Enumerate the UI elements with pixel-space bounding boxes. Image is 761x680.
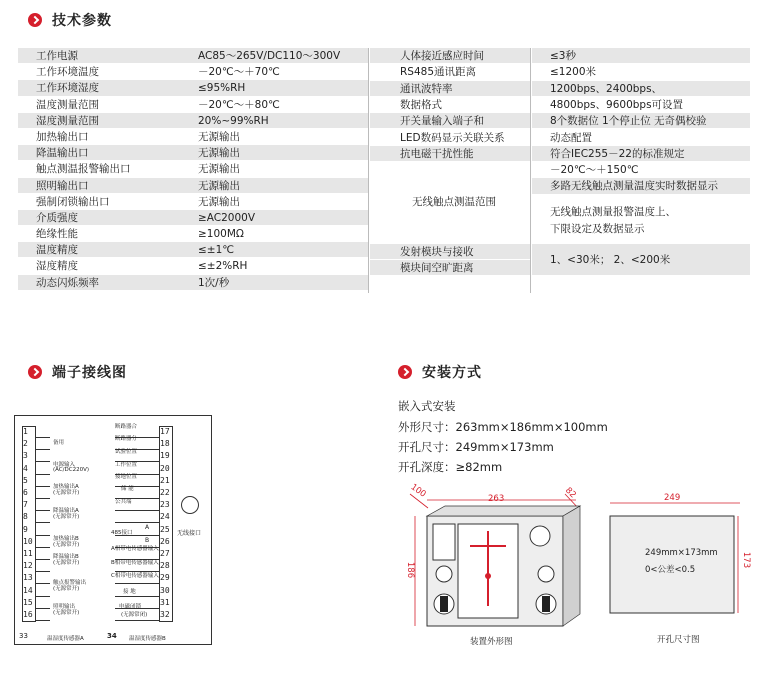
spec-value: －20℃～＋80℃	[178, 97, 368, 113]
dim-100: 100	[408, 482, 428, 500]
spec-label: 介质强度	[18, 210, 178, 226]
hole-size-label: 249mm×173mm	[645, 548, 718, 558]
terminal-line	[36, 620, 50, 621]
spec-right-label: 人体接近感应时间	[370, 48, 530, 64]
spec-right-value: 1200bps、2400bps、	[532, 81, 750, 97]
terminal-line	[36, 510, 50, 511]
terminal-num-right: 21	[160, 475, 170, 485]
terminal-num-right: 23	[160, 500, 170, 510]
caption-device: 装置外形图	[470, 637, 513, 647]
spec-right-label: 抗电磁干扰性能	[370, 146, 530, 162]
spec-value: ≤±2%RH	[178, 258, 368, 274]
chevron-right-icon	[28, 13, 42, 27]
spec-label: 照明输出口	[18, 178, 178, 194]
terminal-num-left: 15	[23, 597, 33, 607]
spec-value: 无源输出	[178, 161, 368, 177]
spec-table	[18, 48, 750, 293]
chevron-right-icon	[398, 365, 412, 379]
terminal-label-left: (无源常开)	[53, 514, 80, 520]
spec-label: 湿度测量范围	[18, 113, 178, 129]
spec-right-value: －20℃～＋150℃	[532, 162, 750, 178]
spec-right-label: RS485通讯距离	[370, 64, 530, 80]
terminal-num-right: 29	[160, 573, 170, 583]
terminal-label-right: 电磁闭锁	[119, 604, 142, 610]
terminal-num-left: 4	[23, 463, 28, 473]
terminal-label-left: (无源常开)	[53, 542, 80, 548]
terminal-num-right: 22	[160, 488, 170, 497]
terminal-line	[115, 596, 159, 597]
terminal-num-left: 1	[23, 427, 28, 436]
wireless-port-label: 无线接口	[177, 530, 202, 537]
terminal-label-right: 公共端	[115, 499, 132, 505]
hole-size-text: 开孔尺寸：249mm×173mm	[398, 440, 554, 454]
dim-249: 249	[664, 493, 681, 503]
terminal-label-right: 接 地	[123, 589, 136, 595]
spec-right-label: LED数码显示关联关系	[370, 130, 530, 146]
spec-value: 无源输出	[178, 194, 368, 210]
terminal-label-left: 加热输出A	[53, 484, 79, 490]
terminal-label-left: (无源常开)	[53, 586, 80, 592]
spec-divider	[368, 48, 369, 293]
spec-right-label: 发射模块与接收	[370, 244, 530, 260]
terminal-line	[36, 486, 50, 487]
terminal-line	[115, 583, 159, 584]
spec-value: ≤±1℃	[178, 242, 368, 258]
terminal-label-left: (无源常开)	[53, 490, 80, 496]
dim-263: 263	[488, 494, 505, 504]
terminal-num-left: 9	[23, 524, 28, 534]
terminal-num-left: 6	[23, 488, 28, 497]
terminal-line	[36, 474, 50, 475]
terminal-label-right: 断路器分	[115, 436, 138, 442]
terminal-label-left: 备用	[53, 440, 65, 446]
terminal-num-right: 26	[160, 536, 170, 546]
bottom-num-33: 33	[19, 632, 28, 640]
terminal-num-left: 3	[23, 451, 28, 461]
section-title-tech: 技术参数	[28, 10, 112, 30]
terminal-num-right: 32	[160, 610, 170, 619]
caption-hole: 开孔尺寸图	[657, 635, 700, 645]
section-title-wiring: 端子接线图	[28, 362, 127, 382]
spec-right-value: 动态配置	[532, 130, 750, 146]
tolerance-label: 0<公差<0.5	[645, 565, 696, 575]
terminal-wiring-diagram	[14, 415, 212, 645]
terminal-line	[36, 559, 50, 560]
spec-label: 温度精度	[18, 242, 178, 258]
terminal-label-left: (无源常开)	[53, 610, 80, 616]
spec-value: 无源输出	[178, 178, 368, 194]
spec-right-value: 8个数据位 1个停止位 无奇偶校验	[532, 113, 750, 129]
terminal-line	[36, 608, 50, 609]
spec-label: 加热输出口	[18, 129, 178, 145]
spec-value: AC85～265V/DC110～300V	[178, 48, 368, 64]
terminal-line	[115, 522, 159, 523]
spec-right-value: 符合IEC255－22的标准规定	[532, 146, 750, 162]
dim-173: 173	[741, 551, 752, 569]
terminal-line	[36, 535, 50, 536]
spec-right-value: 4800bps、9600bps可设置	[532, 97, 750, 113]
spec-left-values	[178, 48, 368, 291]
spec-value: 无源输出	[178, 145, 368, 161]
terminal-num-right: 19	[160, 451, 170, 461]
terminal-line	[36, 596, 50, 597]
terminal-label-right: B相带电传感器输入	[111, 560, 159, 566]
spec-right-label: 开关量输入端子和	[370, 113, 530, 129]
terminal-line	[36, 583, 50, 584]
terminal-label-left: 电源输入	[53, 462, 76, 468]
install-mode: 嵌入式安装	[398, 399, 456, 413]
spec-label: 工作环境温度	[18, 64, 178, 80]
spec-right-label: 无线触点测温范围	[370, 162, 530, 244]
spec-value: －20℃～＋70℃	[178, 64, 368, 80]
spec-divider	[530, 48, 531, 293]
terminal-num-right: 24	[160, 512, 170, 522]
terminal-num-right: 18	[160, 439, 170, 449]
spec-right-value: 多路无线触点测量温度实时数据显示	[532, 178, 750, 194]
terminal-label-left: 加热输出B	[53, 536, 79, 542]
spec-label: 工作电源	[18, 48, 178, 64]
spec-right-label: 通讯波特率	[370, 81, 530, 97]
spec-label: 降温输出口	[18, 145, 178, 161]
hole-depth: 开孔深度：≥82mm	[398, 460, 503, 474]
terminal-num-left: 5	[23, 475, 28, 485]
terminal-num-right: 28	[160, 561, 170, 571]
terminal-label-left: (无源常开)	[53, 560, 80, 566]
spec-value: 1次/秒	[178, 275, 368, 291]
terminal-label-right: 485接口	[111, 530, 133, 536]
spec-left-labels	[18, 48, 178, 291]
terminal-line	[36, 461, 50, 462]
spec-value: ≤95%RH	[178, 80, 368, 96]
spec-label: 绝缘性能	[18, 226, 178, 242]
terminal-label-left: 触点报警输出	[53, 580, 87, 586]
terminal-num-left: 7	[23, 500, 28, 510]
terminal-line	[115, 620, 159, 621]
terminal-num-left: 8	[23, 512, 28, 522]
dim-186: 186	[405, 561, 416, 579]
spec-label: 触点测温报警输出口	[18, 161, 178, 177]
bottom-num-34: 34	[107, 632, 117, 640]
terminal-label-right: 储 能	[121, 486, 134, 492]
terminal-label-right: A相带电传感器输入	[111, 546, 159, 552]
terminal-label-right: 接地位置	[115, 474, 138, 480]
chevron-right-icon	[28, 365, 42, 379]
terminal-line	[36, 437, 50, 438]
terminal-label-left: 降温输出B	[53, 554, 79, 560]
spec-label: 工作环境湿度	[18, 80, 178, 96]
spec-right-value: 1、<30米； 2、<200米	[532, 244, 750, 277]
spec-value: 无源输出	[178, 129, 368, 145]
terminal-line	[36, 571, 50, 572]
section-title-install: 安装方式	[398, 362, 482, 382]
terminal-num-right: 31	[160, 597, 170, 607]
terminal-label-right: 试验位置	[115, 449, 138, 455]
spec-right-label: 模块间空旷距离	[370, 260, 530, 276]
dim-82: 82	[563, 485, 578, 501]
terminal-b-label: B	[145, 537, 150, 544]
spec-value: 20%~99%RH	[178, 113, 368, 129]
terminal-num-right: 30	[160, 585, 170, 595]
terminal-num-left: 12	[23, 561, 33, 571]
device-outline-drawing	[400, 486, 600, 634]
terminal-line	[36, 547, 50, 548]
spec-value: ≥AC2000V	[178, 210, 368, 226]
terminal-num-right: 20	[160, 463, 170, 473]
terminal-num-left: 13	[23, 573, 33, 583]
terminal-num-left: 10	[23, 536, 33, 546]
terminal-num-right: 17	[160, 427, 170, 436]
spec-label: 动态闪烁频率	[18, 275, 178, 291]
outer-size: 外形尺寸：263mm×186mm×100mm	[398, 420, 608, 434]
terminal-line	[36, 522, 50, 523]
terminal-num-right: 25	[160, 524, 170, 534]
terminal-num-left: 16	[23, 610, 33, 619]
terminal-line	[115, 510, 159, 511]
spec-right-value: 无线触点测量报警温度上、	[532, 204, 750, 220]
sensor-a-label: 温湿度传感器A	[47, 636, 84, 642]
terminal-label-left: 降温输出A	[53, 508, 79, 514]
sensor-b-label: 温湿度传感器B	[129, 636, 166, 642]
terminal-label-left: (AC/DC220V)	[53, 467, 89, 473]
spec-label: 强制闭锁输出口	[18, 194, 178, 210]
wireless-port-circle	[181, 496, 199, 514]
terminal-line	[36, 498, 50, 499]
terminal-label-right: 断路器合	[115, 424, 138, 430]
terminal-num-left: 11	[23, 549, 33, 558]
spec-right-label: 数据格式	[370, 97, 530, 113]
spec-value: ≥100MΩ	[178, 226, 368, 242]
terminal-label-left: 照明输出	[53, 604, 76, 610]
terminal-label-right: (无源常闭)	[121, 612, 148, 618]
terminal-label-right: C相带电传感器输入	[111, 573, 159, 579]
spec-right-value: 下限设定及数据显示	[532, 221, 750, 237]
terminal-a-label: A	[145, 524, 150, 531]
terminal-num-left: 14	[23, 585, 33, 595]
terminal-num-left: 2	[23, 439, 28, 449]
terminal-line	[36, 449, 50, 450]
spec-label: 温度测量范围	[18, 97, 178, 113]
spec-right-value: ≤3秒	[532, 48, 750, 64]
terminal-label-right: 工作位置	[115, 462, 138, 468]
terminal-num-right: 27	[160, 549, 170, 558]
spec-label: 湿度精度	[18, 258, 178, 274]
spec-right-value: ≤1200米	[532, 64, 750, 80]
hole-size-drawing	[600, 490, 750, 630]
